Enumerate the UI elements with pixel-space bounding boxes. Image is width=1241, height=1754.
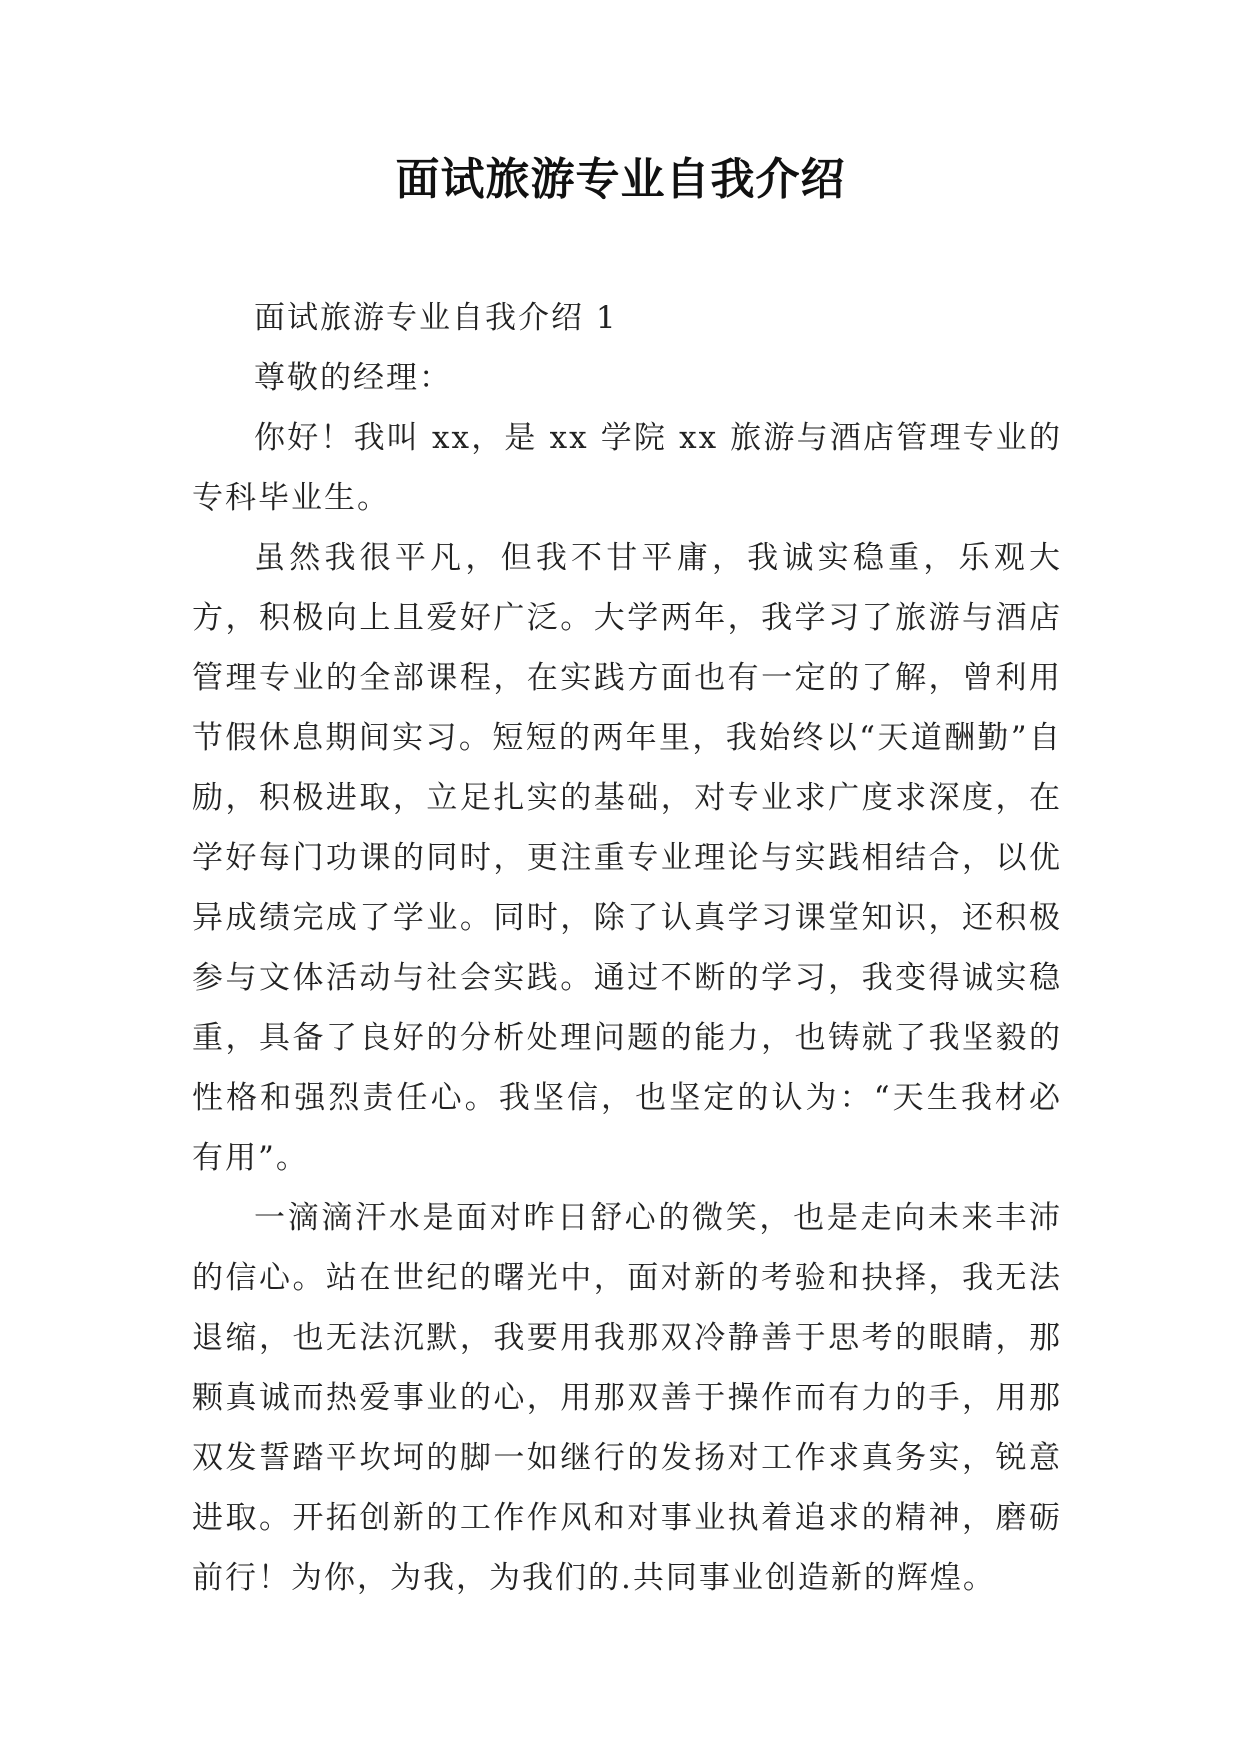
paragraph-closing: 一滴滴汗水是面对昨日舒心的微笑，也是走向未来丰沛的信心。站在世纪的曙光中，面对新的考验和抉择，我无法退缩，也无法沉默，我要用我那双冷静善于思考的眼睛，那颗真诚而热爱事业的心，用那双善于操作而有力的手，用那双发誓踏平坎坷的脚一如继行的发扬对工作求真务实，锐意进取。开拓创新的工作作风和对事业执着追求的精神，磨砺前行！为你，为我，为我们的.共同事业创造新的辉煌。 bbox=[192, 1200, 1062, 1596]
section-heading: 面试旅游专业自我介绍 1 bbox=[254, 300, 618, 336]
salutation: 尊敬的经理： bbox=[254, 360, 452, 396]
document-title: 面试旅游专业自我介绍 bbox=[395, 154, 846, 205]
paragraph-greeting: 你好！我叫 xx，是 xx 学院 xx 旅游与酒店管理专业的专科毕业生。 bbox=[192, 420, 1062, 516]
paragraph-self-description: 虽然我很平凡，但我不甘平庸，我诚实稳重，乐观大方，积极向上且爱好广泛。大学两年，我学习了旅游与酒店管理专业的全部课程，在实践方面也有一定的了解，曾利用节假休息期间实习。短短的两年里，我始终以“天道酬勤”自励，积极进取，立足扎实的基础，对专业求广度求深度，在学好每门功课的同时，更注重专业理论与实践相结合，以优异成绩完成了学业。同时，除了认真学习课堂知识，还积极参与文体活动与社会实践。通过不断的学习，我变得诚实稳重，具备了良好的分析处理问题的能力，也铸就了我坚毅的性格和强烈责任心。我坚信，也坚定的认为：“天生我材必有用”。 bbox=[192, 540, 1062, 1176]
document-body bbox=[192, 288, 1062, 1608]
